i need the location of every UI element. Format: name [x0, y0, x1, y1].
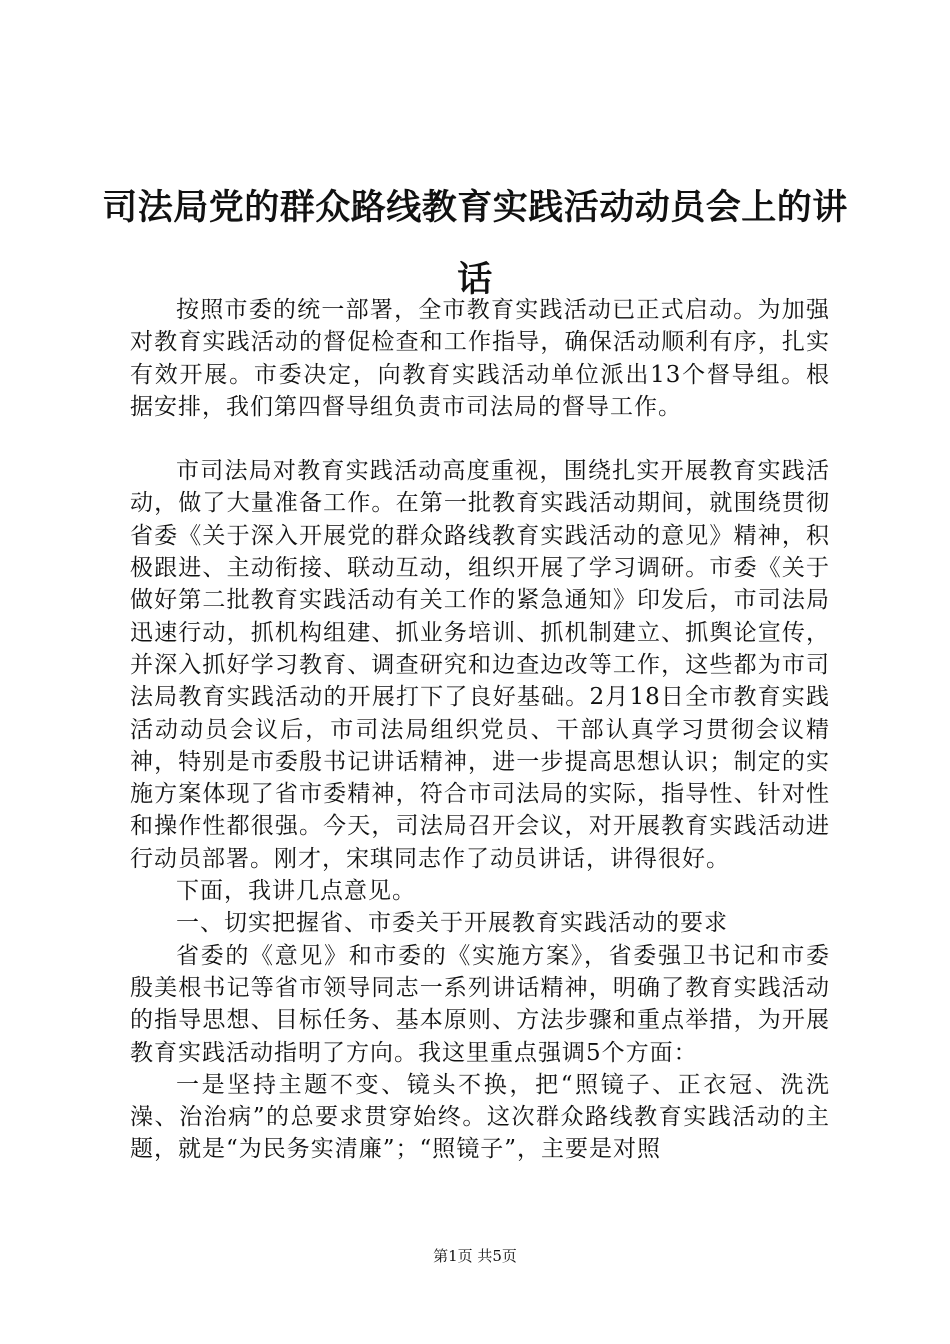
section-heading-1: 一、切实把握省、市委关于开展教育实践活动的要求: [176, 910, 728, 937]
paragraph-4: 省委的《意见》和市委的《实施方案》，省委强卫书记和市委殷美根书记等省市领导同志一系列讲话精神，明确了教育实践活动的指导思想、目标任务、基本原则、方法步骤和重点举措，为开展教育实践活动指明了方向。我这里重点强调5个方面：: [130, 942, 830, 1066]
document-body: [130, 294, 830, 1166]
paragraph-1: 按照市委的统一部署，全市教育实践活动已正式启动。为加强对教育实践活动的督促检查和工作指导，确保活动顺利有序，扎实有效开展。市委决定，向教育实践活动单位派出13个督导组。根据安排，我们第四督导组负责市司法局的督导工作。: [130, 297, 830, 420]
document-title: 司法局党的群众路线教育实践活动动员会上的讲话: [102, 188, 848, 300]
paragraph-2: 市司法局对教育实践活动高度重视，围绕扎实开展教育实践活动，做了大量准备工作。在第一批教育实践活动期间，就围绕贯彻省委《关于深入开展党的群众路线教育实践活动的意见》精神，积极跟进、主动衔接、联动互动，组织开展了学习调研。市委《关于做好第二批教育实践活动有关工作的紧急通知》印发后，市司法局迅速行动，抓机构组建、抓业务培训、抓机制建立、抓舆论宣传，并深入抓好学习教育、调查研究和边查边改等工作，这些都为市司法局教育实践活动的开展打下了良好基础。2月18日全市教育实践活动动员会议后，市司法局组织党员、干部认真学习贯彻会议精神，特别是市委殷书记讲话精神，进一步提高思想认识；制定的实施方案体现了省市委精神，符合市司法局的实际，指导性、针对性和操作性都很强。今天，司法局召开会议，对开展教育实践活动进行动员部署。刚才，宋琪同志作了动员讲话，讲得很好。: [130, 458, 830, 872]
paragraph-5: 一是坚持主题不变、镜头不换，把“照镜子、正衣冠、洗洗澡、治治病”的总要求贯穿始终。这次群众路线教育实践活动的主题，就是“为民务实清廉”；“照镜子”，主要是对照: [130, 1071, 830, 1163]
page-footer: 第1页 共5页: [433, 1247, 517, 1265]
paragraph-3: 下面，我讲几点意见。: [176, 878, 416, 905]
